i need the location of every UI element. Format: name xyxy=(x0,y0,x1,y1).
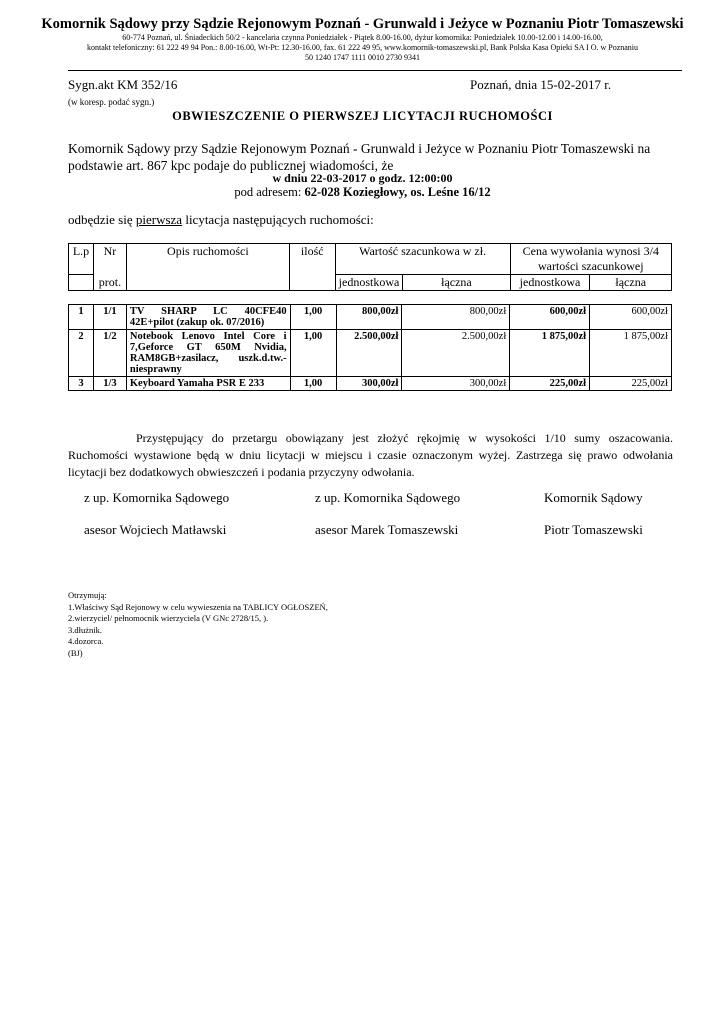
item-ilosc: 1,00 xyxy=(290,377,336,391)
item-wart-jedn: 300,00zł xyxy=(336,377,402,391)
list-item: 4.dozorca. xyxy=(68,636,104,646)
item-lp: 2 xyxy=(69,330,94,377)
item-cena-jedn: 1 875,00zł xyxy=(510,330,590,377)
list-item: 2.wierzyciel/ pełnomocnik wierzyciela (V GNc 2728/15, ). xyxy=(68,613,269,623)
terms-paragraph: Przystępujący do przetargu obowiązany jest złożyć rękojmię w wysokości 1/10 sumy oszacowania. Ruchomości wystawione będą w dniu licytacji w miejscu i czasie oznaczonym wyżej. Zastrzega się prawo odwołania licytacji bez dodatkowych obwieszczeń i podania przyczyny odwołania. xyxy=(68,431,673,479)
col-prot: prot. xyxy=(93,275,126,291)
item-ilosc: 1,00 xyxy=(290,330,336,377)
correspondence-note: (w koresp. podać sygn.) xyxy=(68,97,155,107)
items-table-header xyxy=(68,243,672,291)
item-nr: 1/1 xyxy=(93,305,126,330)
item-nr: 1/3 xyxy=(93,377,126,391)
list-item: 3.dłużnik. xyxy=(68,624,102,635)
item-cena-laczna: 225,00zł xyxy=(590,377,672,391)
item-wart-laczna: 300,00zł xyxy=(402,377,510,391)
header-address-line: 60-774 Poznań, ul. Śniadeckich 50/2 - kancelaria czynna Poniedziałek - Piątek 8.00-16.00, dyżur komornika: Poniedziałek 10.00-12.00 i 14.00-16.00, xyxy=(122,33,603,42)
item-cena-laczna: 600,00zł xyxy=(590,305,672,330)
col-wart-jedn: jednostkowa xyxy=(335,275,403,291)
table-row xyxy=(69,305,672,330)
col-wartosc: Wartość szacunkowa w zł. xyxy=(335,244,510,275)
item-wart-jedn: 2.500,00zł xyxy=(336,330,402,377)
items-table xyxy=(68,304,672,391)
header-bank-account: 50 1240 1747 1111 0010 2730 9341 xyxy=(304,53,421,62)
col-ilosc: ilość xyxy=(289,244,335,291)
item-wart-jedn: 800,00zł xyxy=(336,305,402,330)
table-row xyxy=(69,377,672,391)
col-wart-laczna: łączna xyxy=(403,275,510,291)
auction-address xyxy=(0,185,725,200)
bailiff-header-title: Komornik Sądowy przy Sądzie Rejonowym Poznań - Grunwald i Jeżyce w Poznaniu Piotr Tomaszewski xyxy=(41,16,684,32)
item-opis: Notebook Lenovo Intel Core i 7,Geforce GT 650M Nvidia, RAM8GB+zasilacz, uszk.d.tw.-niesprawny xyxy=(126,330,290,377)
signature-role-3: Komornik Sądowy xyxy=(544,490,643,505)
odb-pre: odbędzie się xyxy=(68,212,136,227)
auction-date-time: w dniu 22-03-2017 o godz. 12:00:00 xyxy=(272,171,453,185)
list-item: (BJ) xyxy=(68,647,83,658)
address-prefix: pod adresem: xyxy=(234,185,305,199)
intro-paragraph xyxy=(68,140,682,174)
item-ilosc: 1,00 xyxy=(290,305,336,330)
signature-name-1: asesor Wojciech Matławski xyxy=(84,522,227,537)
recipients-title: Otrzymują: xyxy=(68,590,107,600)
item-cena-jedn: 600,00zł xyxy=(510,305,590,330)
auction-announcement xyxy=(68,212,374,228)
col-nr: Nr xyxy=(93,244,126,275)
col-cena: Cena wywołania wynosi 3/4 wartości szacunkowej xyxy=(510,244,671,275)
intro-line-1: Komornik Sądowy przy Sądzie Rejonowym Poznań - Grunwald i Jeżyce w Poznaniu Piotr Tomaszewski na xyxy=(68,141,651,156)
header-contact-line: kontakt telefoniczny: 61 222 49 94 Pon.: 8.00-16.00, Wt-Pt: 12.30-16.00, fax. 61 222 49 95, www.komornik-tomaszewski.pl, Bank Polska Kasa Opieki SA I O. w Poznaniu xyxy=(86,43,639,52)
document-title: OBWIESZCZENIE O PIERWSZEJ LICYTACJI RUCHOMOŚCI xyxy=(172,109,553,123)
recipients-list xyxy=(68,590,328,659)
col-cena-laczna: łączna xyxy=(590,275,672,291)
item-nr: 1/2 xyxy=(93,330,126,377)
col-cena-jedn: jednostkowa xyxy=(510,275,590,291)
item-lp: 1 xyxy=(69,305,94,330)
table-row xyxy=(69,330,672,377)
item-opis: Keyboard Yamaha PSR E 233 xyxy=(126,377,290,391)
col-lp-empty xyxy=(69,275,94,291)
item-opis: TV SHARP LC 40CFE40 42E+pilot (zakup ok. 07/2016) xyxy=(126,305,290,330)
item-cena-jedn: 225,00zł xyxy=(510,377,590,391)
header-divider xyxy=(68,70,682,71)
odb-post: licytacja następujących ruchomości: xyxy=(182,212,374,227)
item-wart-laczna: 2.500,00zł xyxy=(402,330,510,377)
col-lp: L.p xyxy=(69,244,94,275)
signature-role-1: z up. Komornika Sądowego xyxy=(84,490,230,505)
signature-name-3: Piotr Tomaszewski xyxy=(544,522,643,537)
address-value: 62-028 Koziegłowy, os. Leśne 16/12 xyxy=(304,185,491,199)
odb-underlined: pierwsza xyxy=(135,212,183,227)
intro-line-2: podstawie art. 867 kpc podaje do publicznej wiadomości, że xyxy=(68,158,394,173)
list-item: 1.Właściwy Sąd Rejonowy w celu wywieszenia na TABLICY OGŁOSZEŃ, xyxy=(68,601,328,612)
item-lp: 3 xyxy=(69,377,94,391)
item-wart-laczna: 800,00zł xyxy=(402,305,510,330)
col-opis: Opis ruchomości xyxy=(126,244,289,291)
item-cena-laczna: 1 875,00zł xyxy=(590,330,672,377)
case-reference: Sygn.akt KM 352/16 xyxy=(68,77,178,92)
place-date: Poznań, dnia 15-02-2017 r. xyxy=(470,77,612,92)
signature-role-2: z up. Komornika Sądowego xyxy=(315,490,461,505)
signature-name-2: asesor Marek Tomaszewski xyxy=(315,522,459,537)
